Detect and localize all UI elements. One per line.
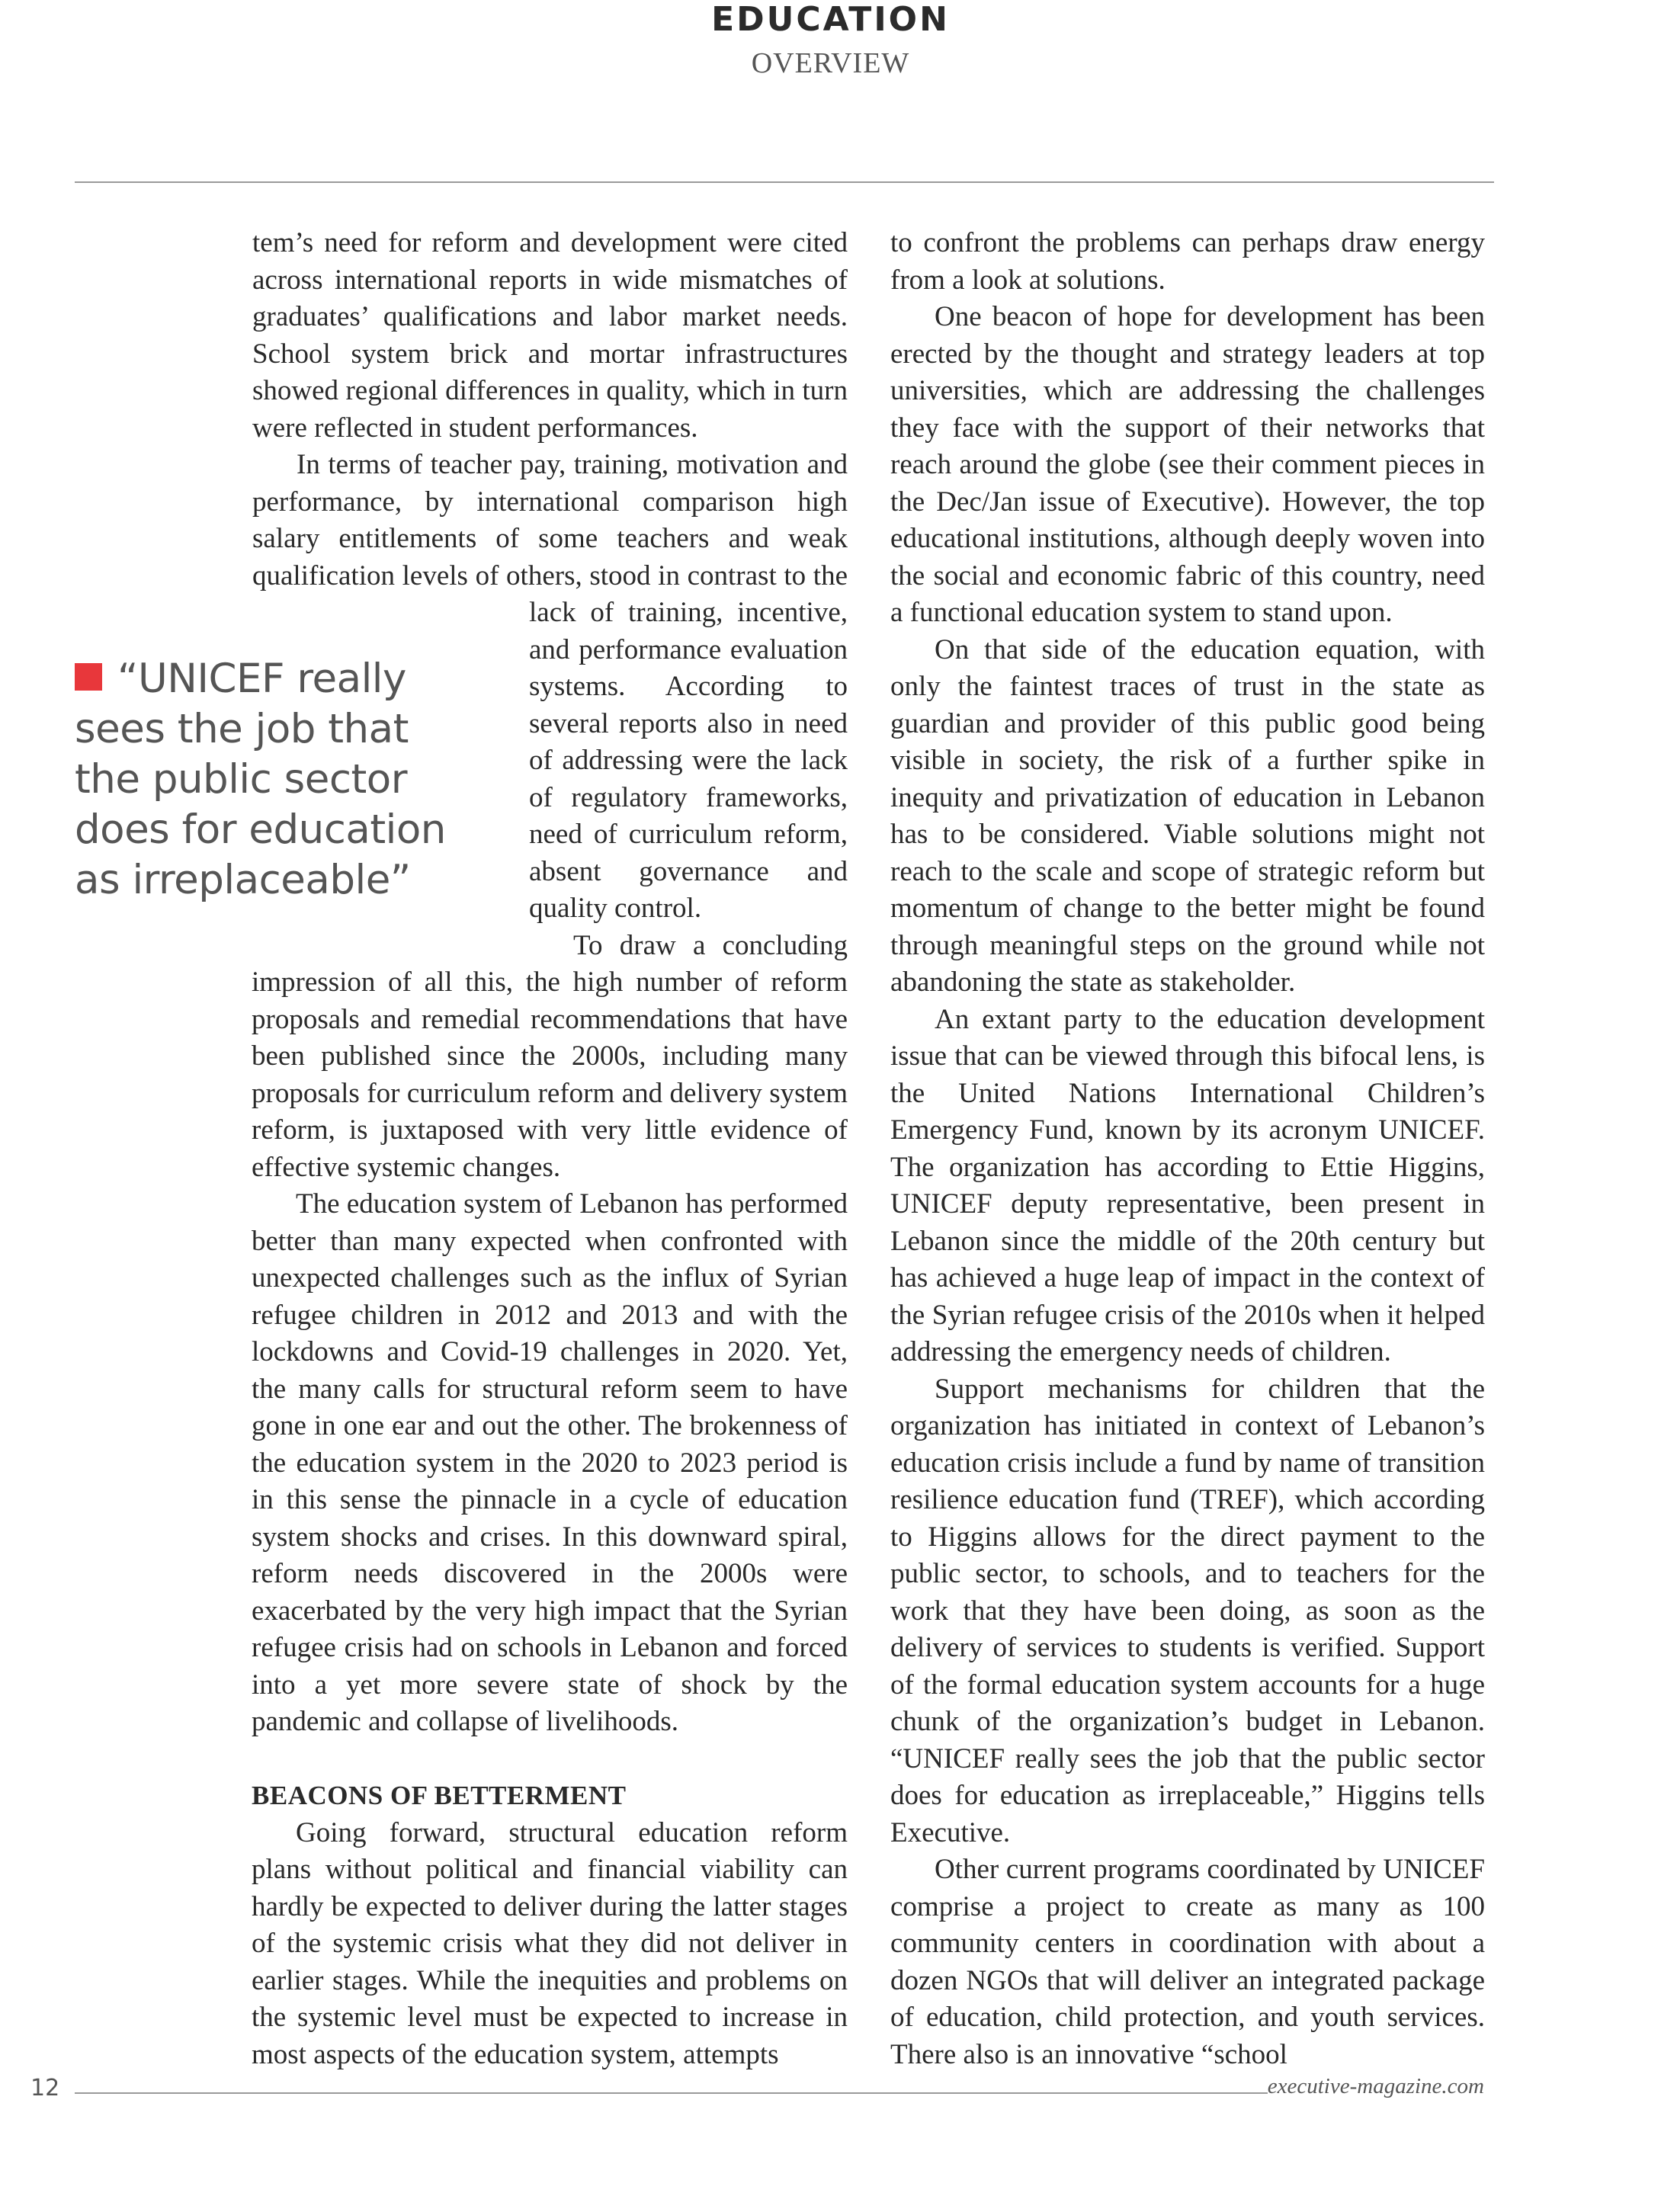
paragraph: Other current programs coordinated by UNICEF comprise a project to create as many as 100 community centers in coordination with about a dozen NGOs that will deliver an integrated package of education, child protection, and youth services. There also is an innovative “school (890, 1854, 1485, 2070)
paragraph: Support mechanisms for children that the organization has initiated in context of Lebanon’s education crisis include a fund by name of transition resilience education fund (TREF), which according to Higgins allows for the direct payment to the public sector, to schools, and to teachers for the work that they have been doing, as soon as the delivery of services to students is verified. Support of the formal education system accounts for a huge chunk of the organization’s budget in Lebanon. “UNICEF really sees the job that the public sector does for education as irreplaceable,” Higgins tells Executive. (890, 1373, 1485, 1848)
pullquote-wrap (252, 595, 529, 928)
paragraph: One beacon of hope for development has been erected by the thought and strategy leaders at top universities, which are addressing the challenges they face with the support of their networks that reach around the globe (see their comment pieces in the Dec/Jan issue of Executive). However, the top educational institutions, although deeply woven into the social and economic fabric of this country, need a functional education system to stand upon. (890, 301, 1485, 628)
spacer (252, 1741, 848, 1778)
paragraph: In terms of teacher pay, training, motivation and performance, by international comparison high salary entitlements of some teachers and weak qualification levels of others, stood in contrast to the lack of training, incentive, and performance evaluation systems. According to several reports also in need of addressing were the lack of regulatory frameworks, need of curriculum reform, absent governance and quality control. (252, 449, 848, 924)
paragraph: Going forward, structural education reform plans without political and financial viability can hardly be expected to deliver during the latter stages of the systemic crisis what they did not deliver in earlier stages. While the inequities and problems on the systemic level must be expected to increase in most aspects of the education system, attempts (252, 1816, 848, 2070)
article-column-right (890, 225, 1485, 2073)
pull-quote-text: “UNICEF really sees the job that the public sector does for education as irreplaceable” (75, 656, 446, 903)
bottom-divider (75, 2092, 1268, 2094)
page-number: 12 (30, 2075, 60, 2101)
top-divider (75, 181, 1494, 183)
paragraph: to confront the problems can perhaps draw energy from a look at solutions. (890, 227, 1485, 296)
paragraph: To draw a concluding impression of all this, the high number of reform proposals and remedial recommendations that have been published since the 2000s, including many proposals for curriculum reform and delivery system reform, is juxtaposed with very little evidence of effective systemic changes. (252, 929, 848, 1183)
square-bullet-icon (75, 663, 102, 691)
section-title: EDUCATION (711, 0, 950, 39)
article-column-left (252, 225, 848, 2073)
paragraph: The education system of Lebanon has performed better than many expected when confronted with unexpected challenges such as the influx of Syrian refugee children in 2012 and 2013 and with the lockdowns and Covid-19 challenges in 2020. Yet, the many calls for structural reform seem to have gone in one ear and out the other. The brokenness of the education system in the 2020 to 2023 period is in this sense the pinnacle in a cycle of education system shocks and crises. In this downward spiral, reform needs discovered in the 2000s were exacerbated by the very high impact that the Syrian refugee crisis had on schools in Lebanon and forced into a yet more severe state of shock by the pandemic and collapse of livelihoods. (252, 1188, 848, 1737)
paragraph: An extant party to the education development issue that can be viewed through this bifocal lens, is the United Nations International Children’s Emergency Fund, known by its acronym UNICEF. The organization has according to Ettie Higgins, UNICEF deputy representative, been present in Lebanon since the middle of the 20th century but has achieved a huge leap of impact in the context of the Syrian refugee crisis of the 2010s when it helped addressing the emergency needs of children. (890, 1003, 1485, 1367)
website-link[interactable]: executive-magazine.com (1267, 2074, 1484, 2098)
paragraph: tem’s need for reform and development were cited across international reports in wide mismatches of graduates’ qualifications and labor market needs. School system brick and mortar infrastructures showed regional differences in quality, which in turn were reflected in student performances. (252, 227, 848, 444)
section-subtitle: OVERVIEW (751, 47, 910, 79)
paragraph: On that side of the education equation, with only the faintest traces of trust in the state as guardian and provider of this public good being visible in society, the risk of a further spike in inequity and privatization of education in Lebanon has to be considered. Viable solutions might not reach to the scale and scope of strategic reform but momentum of change to the better might be found through meaningful steps on the ground while not abandoning the state as stakeholder. (890, 633, 1485, 998)
subheading: BEACONS OF BETTERMENT (252, 1781, 627, 1810)
